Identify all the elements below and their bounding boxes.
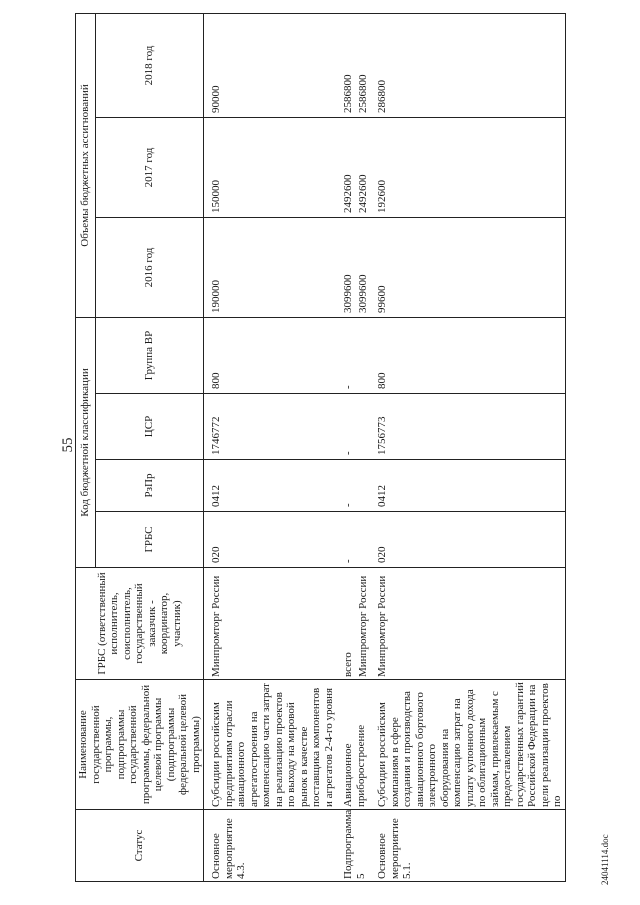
cell-vr: 800 — [204, 317, 337, 393]
cell-2016-ministry: 3099600 — [356, 274, 369, 313]
cell-2018 — [336, 13, 370, 117]
cell-2016 — [336, 217, 370, 317]
table-row-measure-5-1 — [370, 13, 565, 881]
cell-status: Основное мероприятие 5.1. — [370, 810, 565, 882]
cell-program-name: Субсидии российским компаниям в сфере создания и производства авиационного бортового электронного оборудования на компенсацию затрат на уплату купонного дохода по облигационным займам, привлекаемым с предоставлением государственных гарантий Российской Федерации на цели реализации проектов по — [370, 680, 565, 810]
header-status: Статус — [76, 810, 204, 882]
header-budget-volumes: Объемы бюджетных ассигнований — [76, 13, 96, 317]
header-year-2016: 2016 год — [95, 217, 203, 317]
cell-status: Подпрограмма 5 — [336, 810, 370, 882]
cell-2017: 150000 — [204, 117, 337, 217]
cell-grbs: - — [336, 512, 370, 568]
cell-program-name: Авиационное приборостроение — [336, 680, 370, 810]
header-budget-code: Код бюджетной классификации — [76, 317, 96, 567]
header-year-2018: 2018 год — [95, 13, 203, 117]
cell-2018: 286800 — [370, 13, 565, 117]
header-grbs-full: ГРБС (ответственный исполнитель, соисполнитель, государственный заказчик - координатор, участник) — [76, 568, 204, 680]
header-year-2017: 2017 год — [95, 117, 203, 217]
cell-vr: - — [336, 317, 370, 393]
header-csr: ЦСР — [95, 394, 203, 460]
cell-2018-total: 2586800 — [342, 74, 354, 113]
cell-rzpr: 0412 — [370, 460, 565, 512]
document-page — [15, 0, 625, 890]
cell-grbs-full — [336, 568, 370, 680]
cell-2018-ministry: 2586800 — [356, 74, 369, 113]
cell-rzpr: - — [336, 460, 370, 512]
table-row-measure-4-3 — [204, 13, 337, 881]
cell-vr: 800 — [370, 317, 565, 393]
cell-grbs-full: Минпромторг России — [370, 568, 565, 680]
cell-status: Основное мероприятие 4.3. — [204, 810, 337, 882]
cell-2017 — [336, 117, 370, 217]
cell-rzpr: 0412 — [204, 460, 337, 512]
cell-grbs-total-label: всего — [342, 652, 354, 677]
cell-csr: 1756773 — [370, 394, 565, 460]
header-program-name: Наименование государственной программы, подпрограммы государственной программы, федеральной целевой программы (подпрограммы федеральной целевой программы) — [76, 680, 204, 810]
cell-grbs: 020 — [204, 512, 337, 568]
cell-2016: 190000 — [204, 217, 337, 317]
cell-2016: 99600 — [370, 217, 565, 317]
document-file-label: 24041114.doc — [600, 834, 610, 885]
header-row-1 — [76, 13, 96, 881]
cell-2018: 90000 — [204, 13, 337, 117]
cell-2017: 192600 — [370, 117, 565, 217]
table-row-subprogram-5 — [336, 13, 370, 881]
cell-2016-total: 3099600 — [342, 274, 354, 313]
cell-csr: - — [336, 394, 370, 460]
cell-program-name: Субсидии российским предприятиям отрасли авиационного агрегатостроения на компенсацию части затрат на реализацию проектов по выходу на мировой рынок в качестве поставщика компонентов и агрегатов 2-4-го уровня — [204, 680, 337, 810]
header-vr-group: Группа ВР — [95, 317, 203, 393]
header-rzpr: РзПр — [95, 460, 203, 512]
cell-2017-total: 2492600 — [342, 174, 354, 213]
cell-grbs-full: Минпромторг России — [204, 568, 337, 680]
cell-grbs: 020 — [370, 512, 565, 568]
cell-2017-ministry: 2492600 — [356, 174, 369, 213]
cell-grbs-ministry: Минпромторг России — [356, 575, 369, 677]
cell-csr: 1746772 — [204, 394, 337, 460]
budget-table — [75, 13, 566, 882]
header-grbs: ГРБС — [95, 512, 203, 568]
page-number: 55 — [60, 437, 76, 453]
